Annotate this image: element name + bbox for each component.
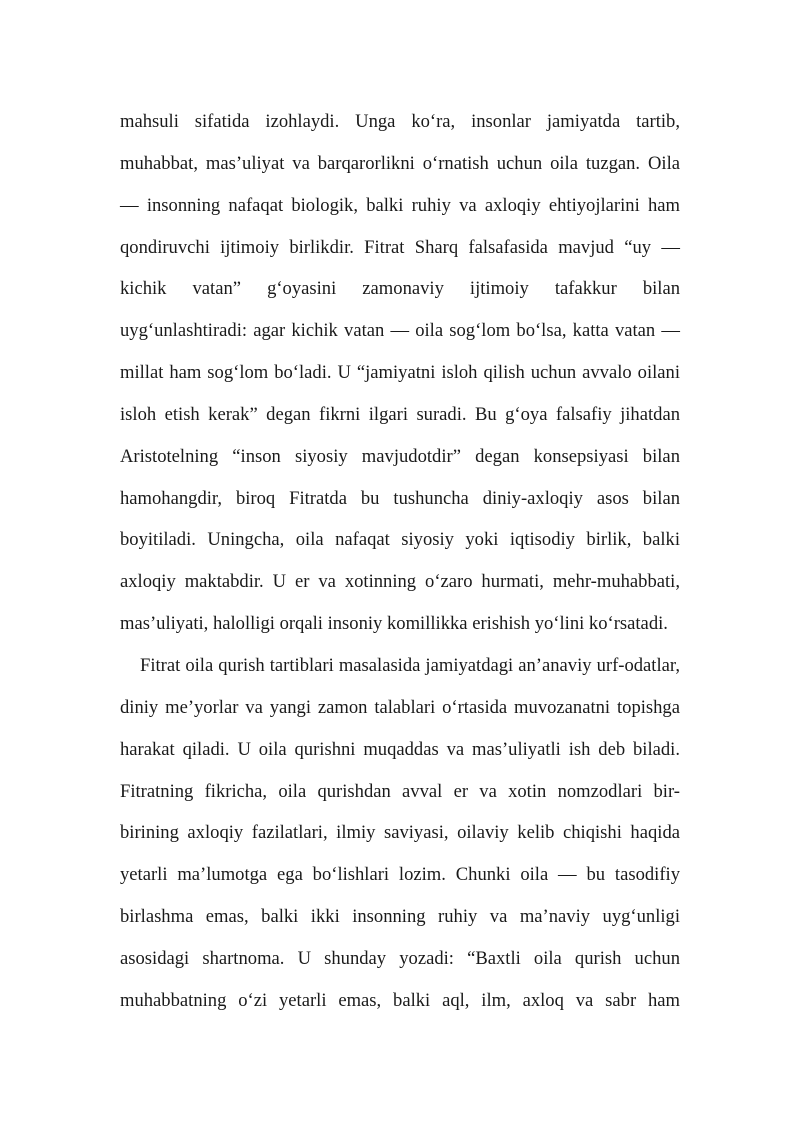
text-line: axloqiy maktabdir. U er va xotinning o‘zaro hurmati, mehr-muhabbati, xyxy=(120,571,680,593)
text-line: uyg‘unlashtiradi: agar kichik vatan — oila sog‘lom bo‘lsa, katta vatan — xyxy=(120,320,680,342)
text-line: Fitrat oila qurish tartiblari masalasida jamiyatdagi an’anaviy urf-odatlar, xyxy=(140,654,680,676)
text-line: asosidagi shartnoma. U shunday yozadi: “Baxtli oila qurish uchun xyxy=(120,947,680,969)
text-line: hamohangdir, biroq Fitratda bu tushuncha diniy-axloqiy asos bilan xyxy=(120,487,680,509)
text-line: harakat qiladi. U oila qurishni muqaddas va mas’uliyatli ish deb biladi. xyxy=(120,738,680,760)
body-text xyxy=(120,101,680,1022)
text-line: muhabbatning o‘zi yetarli emas, balki aql, ilm, axloq va sabr ham xyxy=(120,989,680,1011)
text-line: mahsuli sifatida izohlaydi. Unga ko‘ra, insonlar jamiyatda tartib, xyxy=(120,111,680,132)
text-line: — insonning nafaqat biologik, balki ruhiy va axloqiy ehtiyojlarini ham xyxy=(120,194,680,216)
text-line: isloh etish kerak” degan fikrni ilgari suradi. Bu g‘oya falsafiy jihatdan xyxy=(120,403,680,425)
text-line: Aristotelning “inson siyosiy mavjudotdir” degan konsepsiyasi bilan xyxy=(120,445,680,467)
text-line: birlashma emas, balki ikki insonning ruhiy va ma’naviy uyg‘unligi xyxy=(120,906,680,928)
text-line: birining axloqiy fazilatlari, ilmiy saviyasi, oilaviy kelib chiqishi haqida xyxy=(120,822,680,844)
text-line: mas’uliyati, halolligi orqali insoniy komillikka erishish yo‘lini ko‘rsatadi. xyxy=(120,613,668,635)
text-line: muhabbat, mas’uliyat va barqarorlikni o‘rnatish uchun oila tuzgan. Oila xyxy=(120,152,680,174)
text-line: boyitiladi. Uningcha, oila nafaqat siyosiy yoki iqtisodiy birlik, balki xyxy=(120,529,680,551)
text-line: yetarli ma’lumotga ega bo‘lishlari lozim. Chunki oila — bu tasodifiy xyxy=(120,864,680,886)
text-line: kichik vatan” g‘oyasini zamonaviy ijtimoiy tafakkur bilan xyxy=(120,278,680,300)
text-line: qondiruvchi ijtimoiy birlikdir. Fitrat Sharq falsafasida mavjud “uy — xyxy=(120,236,680,258)
text-line: Fitratning fikricha, oila qurishdan avval er va xotin nomzodlari bir- xyxy=(120,780,680,802)
text-line: millat ham sog‘lom bo‘ladi. U “jamiyatni isloh qilish uchun avvalo oilani xyxy=(120,362,680,384)
text-line: diniy me’yorlar va yangi zamon talablari o‘rtasida muvozanatni topishga xyxy=(120,696,680,718)
